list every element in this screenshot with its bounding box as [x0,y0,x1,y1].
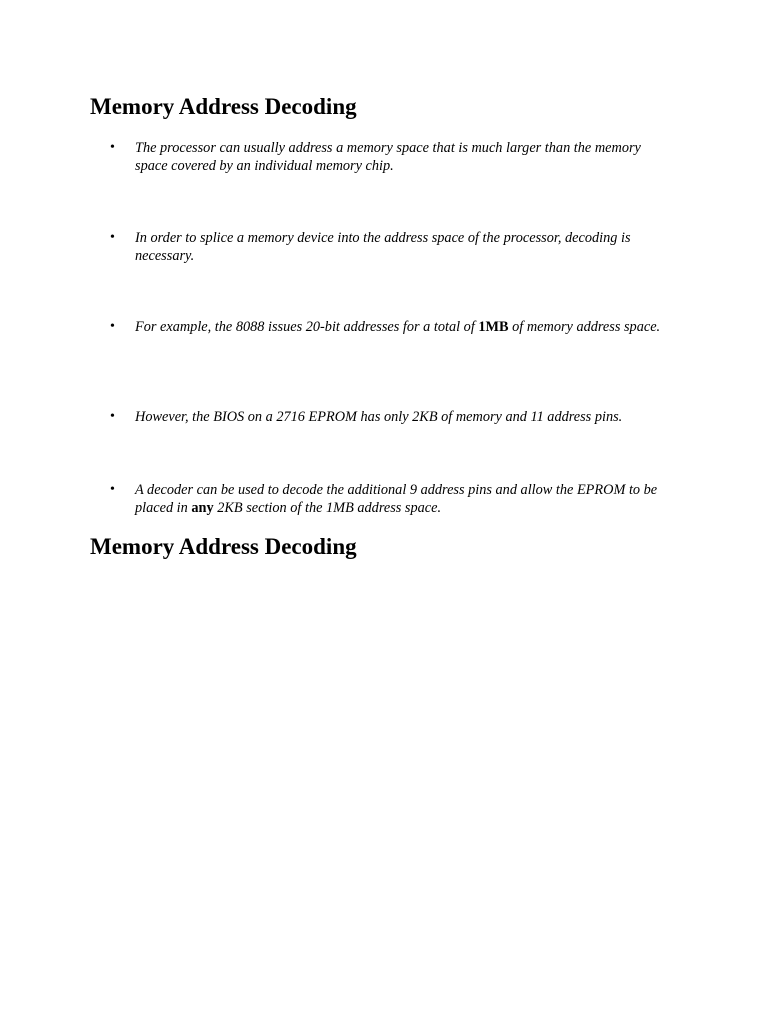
bullet-item [110,139,670,175]
bullet-text-after: of memory address space. [508,319,661,335]
bullet-item [110,408,670,426]
bullet-emphasis: 1MB [478,319,509,335]
bullet-text [135,318,670,336]
bullet-text [135,229,670,265]
bullet-text-after: 2KB section of the 1MB address space. [213,500,442,516]
section-heading: Memory Address Decoding [90,534,357,559]
bullet-text [135,481,670,517]
bullet-icon: • [110,482,115,497]
bullet-text-content: In order to splice a memory device into the address space of the processor, decoding is necessary. [135,230,631,264]
bullet-icon: • [110,230,115,245]
bullet-item [110,481,670,517]
bullet-item [110,318,670,336]
bullet-icon: • [110,319,115,334]
bullet-text-content: The processor can usually address a memory space that is much larger than the memory space covered by an individual memory chip. [135,140,641,174]
bullet-item [110,229,670,265]
bullet-text-before: For example, the 8088 issues 20-bit addresses for a total of [135,319,479,335]
bullet-icon: • [110,409,115,424]
section-heading: Memory Address Decoding [90,94,357,119]
bullet-emphasis: any [191,500,214,516]
bullet-text-content: However, the BIOS on a 2716 EPROM has only 2KB of memory and 11 address pins. [135,409,623,425]
bullet-text [135,139,670,175]
bullet-text-before: A decoder can be used to decode the additional 9 address pins and allow the EPROM to be placed in [135,482,658,516]
bullet-text [135,408,670,426]
bullet-icon: • [110,140,115,155]
